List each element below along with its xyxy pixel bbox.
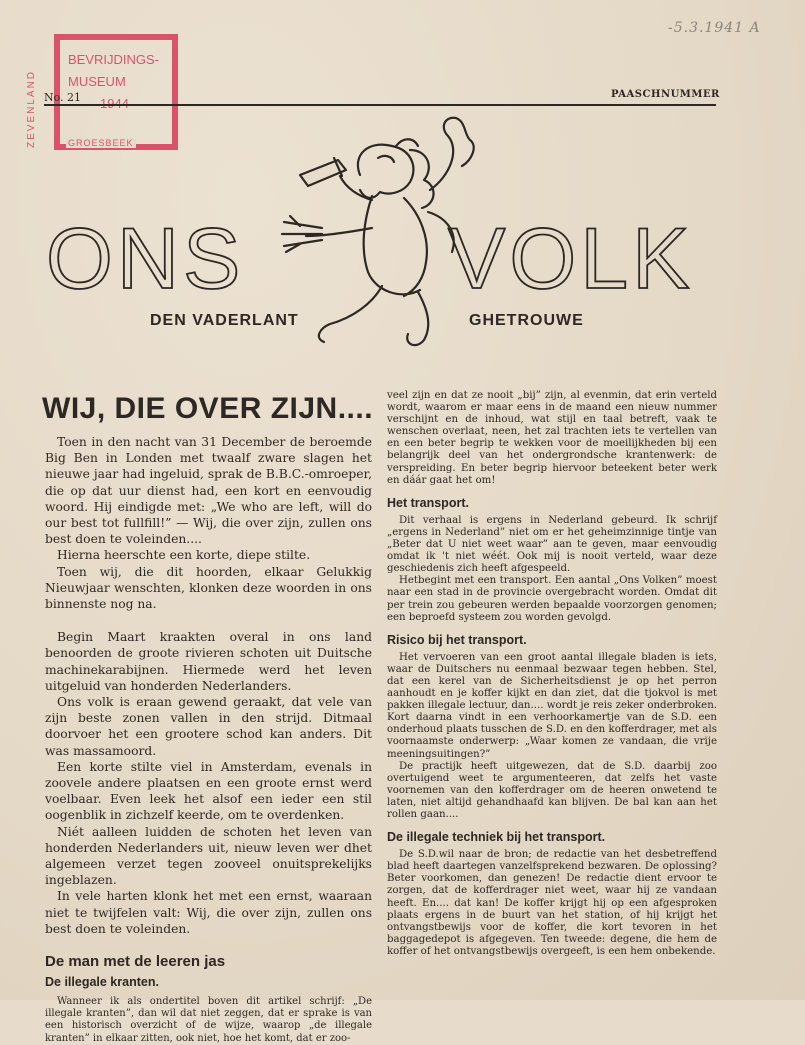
paragraph-gap [45, 612, 372, 629]
paragraph: Hetbegint met een transport. Een aantal „Ons Volken” moest naar een stad in de provincie overgebracht worden. Omdat dit per trein zou gebeuren werden bepaalde voorzorgen genomen; een beproefd systeem zou worden gevolgd. [387, 575, 717, 623]
section-heading: De man met de leeren jas [45, 954, 372, 970]
lion-emblem-icon [282, 118, 474, 345]
paragraph: Wanneer ik als ondertitel boven dit artikel schrijf: „De illegale kranten”, dan wil dat niet zeggen, dat er sprake is van een historisch overzicht of de wijze, waarop „de illegale kranten” in elkaar zitten, ook niet, hoe het komt, dat er zoo- [45, 996, 372, 1045]
paragraph: Toen in den nacht van 31 December de beroemde Big Ben in Londen met twaalf zware slagen het nieuwe jaar had ingeluid, sprak de B.B.C.-omroeper, die op dat uur dienst had, een kort en eenvoudig woord. Hij eindigde met: „We who are left, will do our best tot fullfill!” — Wij, die over zijn, zullen ons best doen te voleinden.... [45, 434, 372, 547]
paragraph: Niét aalleen luidden de schoten het leven van honderden Nederlanders uit, nieuw leven wer dhet algemeen verzet tegen zooveel onuitsprekelijks ingeblazen. [45, 824, 372, 889]
edition-label: PAASCHNUMMER [611, 89, 720, 100]
right-column [387, 390, 717, 958]
article-headline: WIJ, DIE OVER ZIJN.... [42, 392, 373, 426]
stamp-line-2: MUSEUM [68, 74, 126, 89]
handwritten-date-annotation: -5.3.1941 A [668, 20, 761, 36]
masthead-title-right: VOLK [448, 211, 693, 307]
sub-heading: De illegale kranten. [45, 974, 372, 990]
section-heading: Het transport. [387, 497, 717, 509]
masthead [0, 0, 805, 360]
stamp-line-4: GROESBEEK [66, 138, 136, 148]
paragraph-gap [45, 937, 372, 954]
masthead-tagline-left: DEN VADERLANT [150, 312, 299, 330]
paragraph: Dit verhaal is ergens in Nederland gebeurd. Ik schrijf „ergens in Nederland” niet om er het geheimzinnige tintje van „Beter dat U niet weet waar” aan te geven, maar eenvoudig omdat ik 't niet wéét. Ook mij is nooit verteld, waar deze geschiedenis zich heeft afgespeeld. [387, 515, 717, 575]
paragraph: In vele harten klonk het met een ernst, waaraan niet te twijfelen valt: Wij, die over zijn, zullen ons best doen te voleinden. [45, 888, 372, 937]
masthead-title-left: ONS [46, 211, 244, 307]
stamp-vertical-text: ZEVENLAND [26, 38, 46, 148]
masthead-tagline-right: GHETROUWE [469, 312, 584, 330]
stamp-line-1: BEVRIJDINGS- [68, 52, 159, 67]
paragraph: Toen wij, die dit hoorden, elkaar Gelukkig Nieuwjaar wenschten, klonken deze woorden in ons binnenste nog na. [45, 564, 372, 613]
paragraph: Een korte stilte viel in Amsterdam, evenals in zoovele andere plaatsen en een groote ernst werd voelbaar. Even leek het alsof een ieder een stil oogenblik in zichzelf keerde, om te overdenken. [45, 759, 372, 824]
paragraph: De practijk heeft uitgewezen, dat de S.D. daarbij zoo overtuigend weet te argumenteeren, dat zelfs het vaste voornemen van den kofferdrager om de heeren onwetend te laten, niet altijd gehandhaafd kan blijven. De bal kan aan het rollen gaan.... [387, 761, 717, 821]
paragraph: veel zijn en dat ze nooit „bij” zijn, al evenmin, dat erin verteld wordt, waarom er maar eens in de maand een nieuw nummer verschijnt en de inhoud, wat stijl en taal betreft, vaak te wenschen overlaat, neen, het zal trachten iets te vertellen van en een beter begrip te wekken voor de moeilijkheden bij een belangrijk deel van het ondergrondsche krantenwerk: de verspreiding. En beter begrip hiervoor beteekent beter werk en dáár gaat het om! [387, 390, 717, 487]
masthead-title-outline [46, 211, 693, 307]
paragraph: De S.D.wil naar de bron; de redactie van het desbetreffend blad heeft daartegen vanzelfsprekend bezwaren. De oplossing? Beter voorkomen, dan genezen! De redactie dient ervoor te zorgen, dat de kofferdrager niet weet, waar hij ze vandaan heeft. En.... dat kan! De koffer krijgt hij op een afgesproken plaats ergens in de buurt van het station, of hij krijgt het ontvangstbewijs voor de koffer, die kort tevoren in het baggagedepot is afgegeven. Ten tweede: degene, die hem de koffer of het ontvangstbewijs overgeeft, is een hem onbekende. [387, 849, 717, 958]
paragraph: Hierna heerschte een korte, diepe stilte. [45, 547, 372, 563]
paragraph: Begin Maart kraakten overal in ons land benoorden de groote rivieren schoten uit Duitsche machinekarabijnen. Hiermede werd het leven uitgeluid van honderden Nederlanders. [45, 629, 372, 694]
paragraph: Ons volk is eraan gewend geraakt, dat vele van zijn beste zonen vallen in den strijd. Ditmaal doorvoer het een grootere schod kan anders. Dit was massamoord. [45, 694, 372, 759]
left-column [45, 434, 372, 1045]
paragraph: Het vervoeren van een groot aantal illegale bladen is iets, waar de Duitschers nu eenmaal bezwaar tegen hebben. Stel, dat een kerel van de Sicherheitsdienst je op het perron aanhoudt en je koffer kijkt en dan ziet, dat die tjokvol is met pakken illegale lectuur, dan.... wordt je reis zeker onderbroken. Kort daarna vindt in een verhoorkamertje van de S.D. een onderhoud plaats tusschen de S.D. en den kofferdrager, met als voornaamste onderwerp: „Waar komen ze vandaan, die vrije meeningsuitingen?” [387, 652, 717, 761]
section-heading: De illegale techniek bij het transport. [387, 831, 717, 843]
section-heading: Risico bij het transport. [387, 634, 717, 646]
issue-number: No. 21 [44, 91, 81, 104]
